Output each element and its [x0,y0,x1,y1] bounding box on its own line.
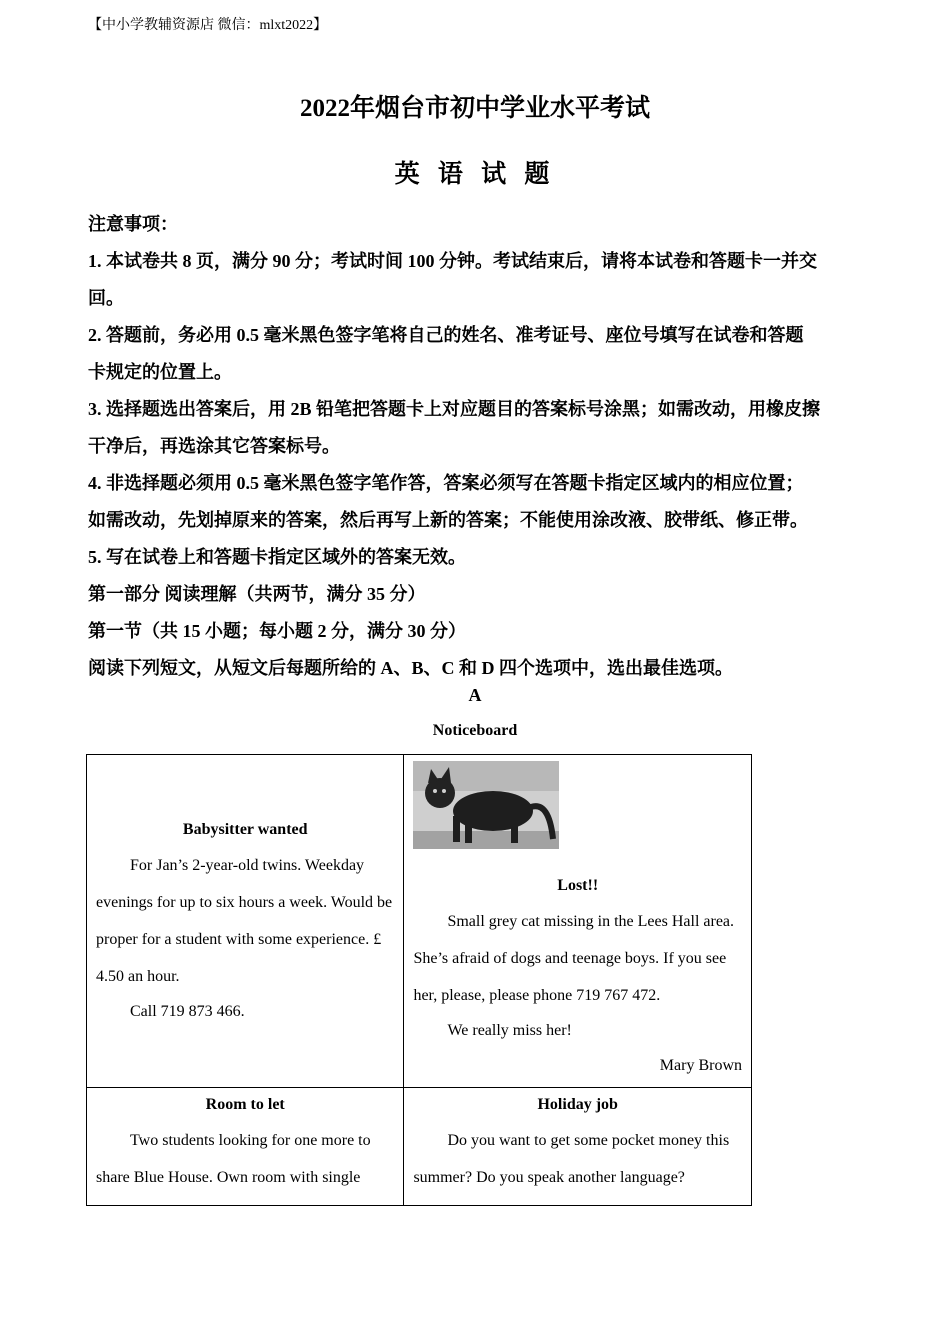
lost-cat-ad [404,755,752,1088]
section-heading: 第一部分 阅读理解（共两节，满分 35 分） [88,584,426,604]
ad-body: Do you want to get some pocket money this summer? Do you speak another language? [413,1132,730,1186]
instruction-line: 卡规定的位置上。 [88,362,232,382]
instruction-line: 2. 答题前，务必用 0.5 毫米黑色签字笔将自己的姓名、准考证号、座位号填写在试卷和答题 [88,325,804,345]
instruction-line: 如需改动，先划掉原来的答案，然后再写上新的答案；不能使用涂改液、胶带纸、修正带。 [88,510,808,530]
instruction-line: 注意事项： [88,214,178,234]
holiday-job-ad [404,1088,752,1206]
noticeboard-table [86,754,752,1206]
passage-label: A [468,685,482,705]
ad-heading: Room to let [205,1096,285,1113]
ad-body: Small grey cat missing in the Lees Hall area. She’s afraid of dogs and teenage boys. If you see her, please, please phone 719 767 472. [413,913,735,1004]
exam-title: 2022年烟台市初中学业水平考试 [299,95,650,122]
noticeboard-title: Noticeboard [432,722,518,739]
ad-note: We really miss her! [447,1022,572,1039]
ad-contact: Call 719 873 466. [130,1003,245,1020]
instruction-line: 3. 选择题选出答案后，用 2B 铅笔把答题卡上对应题目的答案标号涂黑；如需改动，用橡皮擦 [88,399,821,419]
section-instruction: 阅读下列短文，从短文后每题所给的 A、B、C 和 D 四个选项中，选出最佳选项。 [88,658,733,678]
cat-photo [413,761,559,849]
babysitter-ad [87,755,404,1088]
section-heading: 第一节（共 15 小题；每小题 2 分，满分 30 分） [88,621,466,641]
instruction-line: 1. 本试卷共 8 页，满分 90 分；考试时间 100 分钟。考试结束后，请将本试卷和答题卡一并交 [88,251,817,271]
ad-heading: Holiday job [537,1096,618,1113]
room-to-let-ad [87,1088,404,1206]
watermark-text: 【中小学教辅资源店 微信：mlxt2022】 [88,18,328,33]
cat-icon [413,761,559,849]
ad-heading: Lost!! [557,877,599,894]
instruction-line: 回。 [88,288,124,308]
instruction-line: 干净后，再选涂其它答案标号。 [88,436,340,456]
ad-signature: Mary Brown [659,1057,742,1074]
exam-subtitle: 英 语 试 题 [394,161,556,188]
ad-heading: Babysitter wanted [182,821,308,838]
instruction-line: 4. 非选择题必须用 0.5 毫米黑色签字笔作答，答案必须写在答题卡指定区域内的相应位置； [88,473,804,493]
ad-body: Two students looking for one more to share Blue House. Own room with single [96,1132,371,1186]
instruction-line: 5. 写在试卷上和答题卡指定区域外的答案无效。 [88,547,466,567]
instructions [88,206,868,687]
ad-body: For Jan’s 2-year-old twins. Weekday evenings for up to six hours a week. Would be proper for a student with some experience. £ 4.50 an hour. [96,857,393,985]
